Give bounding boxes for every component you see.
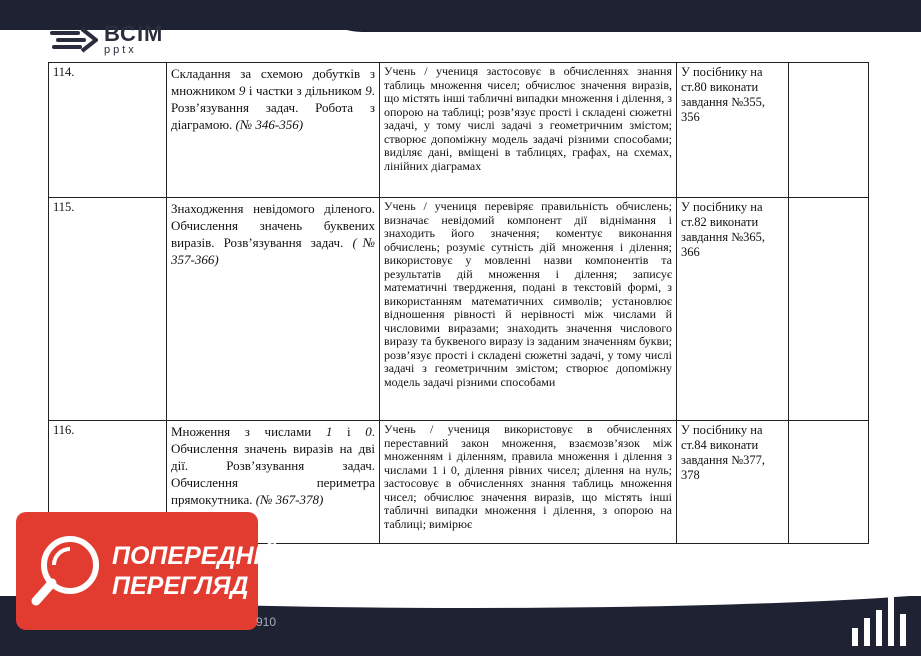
preview-line-1: ПОПЕРЕДНІЙ bbox=[112, 542, 279, 570]
lesson-notes bbox=[789, 63, 869, 198]
lesson-topic: Складання за схемою добутків з множником 9 і частки з дільником 9. Розв’язування задач. Робота з діаграмою. (№ 346-356) bbox=[167, 63, 380, 198]
page-number: 910 bbox=[256, 615, 277, 629]
lesson-number: 116. bbox=[49, 421, 167, 544]
lesson-homework: У посібнику на ст.82 виконати завдання №365, 366 bbox=[677, 198, 789, 421]
header-decoration-right bbox=[300, 0, 921, 32]
brand-logo bbox=[50, 21, 164, 56]
lesson-topic: Знаходження невідомого діленого. Обчислення значень буквених виразів. Розв’язування задач. (№ 357-366) bbox=[167, 198, 380, 421]
brand-sub: pptx bbox=[104, 44, 137, 56]
lesson-notes bbox=[789, 198, 869, 421]
lesson-outcomes: Учень / учениця перевіряє правильність обчислень; визначає невідомий компонент дії віднімання і знаходить його значення; коментує виконання обчислень; розуміє сутність дій множення і ділення; використовує у мовленні назви компонентів та результатів дій множення і ділення; записує математичні твердження, подані в текстовій формі, з використанням математичних символів; установлює відношення рівності й нерівності між числами й числовими виразами; знаходить значення числового виразу та буквеного виразу із заданим значенням букви; розв’язує прості і складені сюжетні задачі, у тому числі задачі з геометричним змістом; створює допоміжну модель задачі різними способами bbox=[380, 198, 677, 421]
lesson-homework: У посібнику на ст.84 виконати завдання №377, 378 bbox=[677, 421, 789, 544]
preview-line-2: ПЕРЕГЛЯД bbox=[112, 572, 249, 600]
table-row bbox=[49, 63, 869, 198]
lesson-outcomes: Учень / учениця використовує в обчисленнях переставний закон множення, взаємозв’язок між множенням і діленням, правила множення і ділення з числами 1 і 0, ділення рівних чисел; ділення на нуль; застосовує в обчисленнях знання таблиць множення чисел; обчислює значення виразів, що містять інші табличні випадки множення і ділення, з опорою на таблиці; вимірює bbox=[380, 421, 677, 544]
lesson-homework: У посібнику на ст.80 виконати завдання №355, 356 bbox=[677, 63, 789, 198]
lesson-number: 115. bbox=[49, 198, 167, 421]
lesson-outcomes: Учень / учениця застосовує в обчисленнях знання таблиць множення чисел; обчислює значення виразів, що містять інші табличні випадки множення і ділення, з опорою на таблиці; розв’язує прості і складені сюжетні задачі, у тому числі задачі з геометричним змістом; створює допоміжну модель задачі різними способами; виділяє дані, вміщені в таблицях, графах, на схемах, лінійних діаграмах bbox=[380, 63, 677, 198]
table-row bbox=[49, 198, 869, 421]
lesson-topic: Множення з числами 1 і 0. Обчислення значень виразів на дві дії. Розв’язування задач. Обчислення периметра прямокутника. (№ 367-378) bbox=[167, 421, 380, 544]
corner-brand-icon bbox=[846, 588, 916, 648]
brand-mark-icon bbox=[50, 25, 98, 55]
lesson-table bbox=[48, 62, 868, 544]
magnifier-icon bbox=[26, 531, 106, 611]
brand-name: ВСІМ bbox=[104, 21, 164, 46]
lesson-number: 114. bbox=[49, 63, 167, 198]
lesson-notes bbox=[789, 421, 869, 544]
